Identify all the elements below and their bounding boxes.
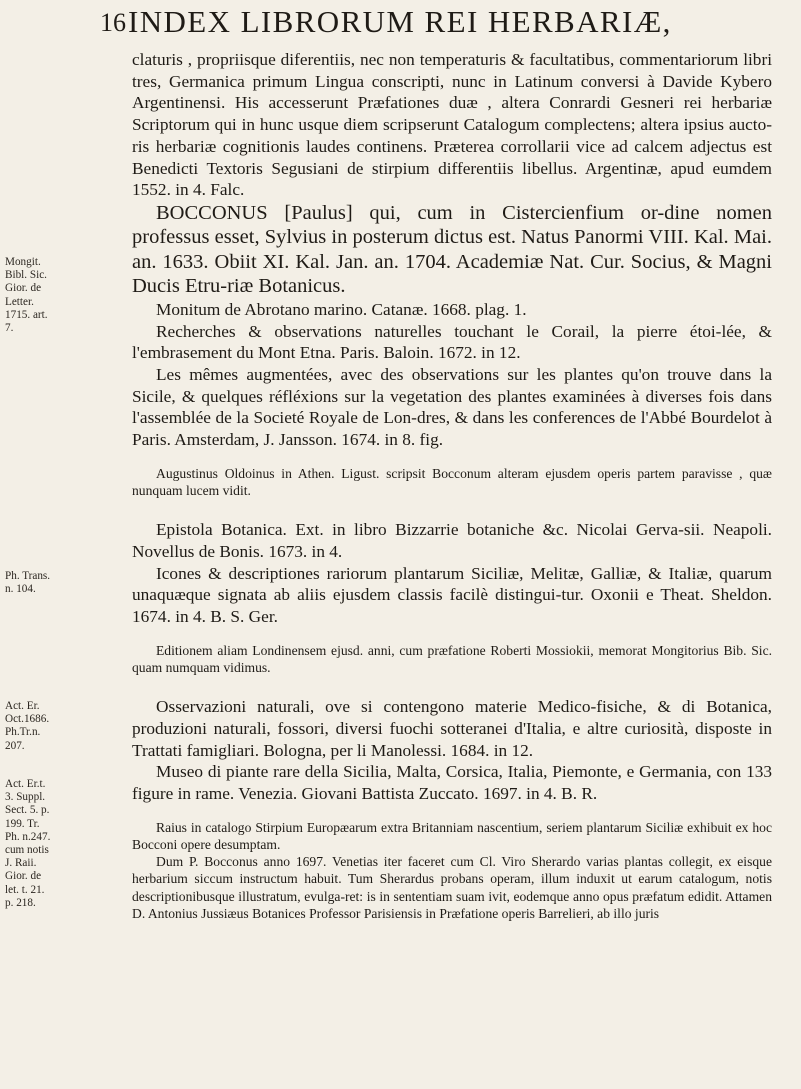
paragraph: Museo di piante rare della Sicilia, Malta, Corsica, Italia, Piemonte, e Germania, con 133 figure in rame. Venezia. Giovani Battista Zuccato. 1697. in 4. B. R. xyxy=(132,762,772,803)
note: Dum P. Bocconus anno 1697. Venetias iter faceret cum Cl. Viro Sherardo varias plantas collegit, ex eisque herbarium siccum instructum habuit. Tum Sherardus probans operam, illum induxit ut earum catalogum, notis descriptionibusque illustratum, evulga-ret: is in sententiam suam ivit, eodemque anno opus præfatum edidit. Attamen D. Antonius Jussiæus Botanices Professor Parisiensis in Præfatione operis Barrelieri, ab illo juris xyxy=(132,854,772,921)
margin-note: Mongit. Bibl. Sic. Gior. de Letter. 1715. art. 7. xyxy=(5,256,48,335)
paragraph: Monitum de Abrotano marino. Catanæ. 1668. plag. 1. xyxy=(156,299,527,319)
running-title: INDEX LIBRORUM REI HERBARIÆ, xyxy=(128,4,672,39)
page-number: 16 xyxy=(100,8,126,37)
note: Augustinus Oldoinus in Athen. Ligust. scripsit Bocconum alteram ejusdem operis partem paravisse , quæ nunquam lucem vidit. xyxy=(132,465,772,499)
margin-note: Act. Er. Oct.1686. Ph.Tr.n. 207. xyxy=(5,700,50,752)
paragraph: Recherches & observations naturelles touchant le Corail, la pierre étoi-lée, & l'embrasement du Mont Etna. Paris. Baloin. 1672. in 12. xyxy=(132,321,772,363)
paragraph: claturis , propriisque diferentiis, nec non temperaturis & facultatibus, commentariorum libri tres, Germanica primum Lingua conscripti, nunc in Latinum conversi à Davide Kybero Argentinensi. His accesserunt Præfationes duæ , altera Conrardi Gesneri rei herbariæ Scriptorum qui in hunc usque diem scripserunt Catalogum complectens; altera ipsius aucto-ris herbariæ cognitionis laudes continens. Præterea corrollarii vice ad calcem adjectus est Benedicti Textoris Segusiani de stirpium differentiis libellus. Argentinæ, apud eumdem 1552. in 4. Falc. xyxy=(132,50,772,200)
paragraph: Osservazioni naturali, ove si contengono materie Medico-fisiche, & di Botanica, produzioni naturali, fossori, diversi fuochi sotteranei d'Italia, e altre curiosità, disposte in Trattati famigliari. Bologna, per li Manolessi. 1684. in 12. xyxy=(132,697,772,760)
margin-note: Act. Er.t. 3. Suppl. Sect. 5. p. 199. Tr. Ph. n.247. cum notis J. Raii. Gior. de let. t. 21. p. 218. xyxy=(5,778,51,909)
paragraph: Les mêmes augmentées, avec des observations sur les plantes qu'on trouve dans la Sicile, & quelques réfléxions sur la vegetation des plantes examinées à diverses fois dans l'assemblée de la Societé Royale de Lon-dres, & dans les conferences de l'Abbé Bourdelot à Paris. Amsterdam, J. Jansson. 1674. in 8. fig. xyxy=(132,365,772,450)
main-text xyxy=(132,49,772,922)
paragraph: Epistola Botanica. Ext. in libro Bizzarrie botaniche &c. Nicolai Gerva-sii. Neapoli. Novellus de Bonis. 1673. in 4. xyxy=(132,520,772,561)
entry-heading: BOCCONUS [Paulus] qui, cum in Cistercienfium or-dine nomen professus esset, Sylvius in posterum dictus est. Natus Panormi VIII. Kal. Mai. an. 1633. Obiit XI. Kal. Jan. an. 1704. Academiæ Nat. Cur. Socius, & Magni Ducis Etru-riæ Botanicus. xyxy=(132,201,772,298)
note: Editionem aliam Londinensem ejusd. anni, cum præfatione Roberti Mossiokii, memorat Mongitorius Bib. Sic. quam numquam vidimus. xyxy=(132,642,772,675)
paragraph: Icones & descriptiones rariorum plantarum Siciliæ, Melitæ, Galliæ, & Italiæ, quarum unaquæque signata ab aliis ejusdem classis facilè distingui-tur. Oxonii e Theat. Sheldon. 1674. in 4. B. S. Ger. xyxy=(132,563,772,627)
note: Raius in catalogo Stirpium Europæarum extra Britanniam nascentium, seriem plantarum Siciliæ exhibuit ex hoc Bocconi opere desumptam. xyxy=(132,819,772,852)
margin-note: Ph. Trans. n. 104. xyxy=(5,570,51,596)
